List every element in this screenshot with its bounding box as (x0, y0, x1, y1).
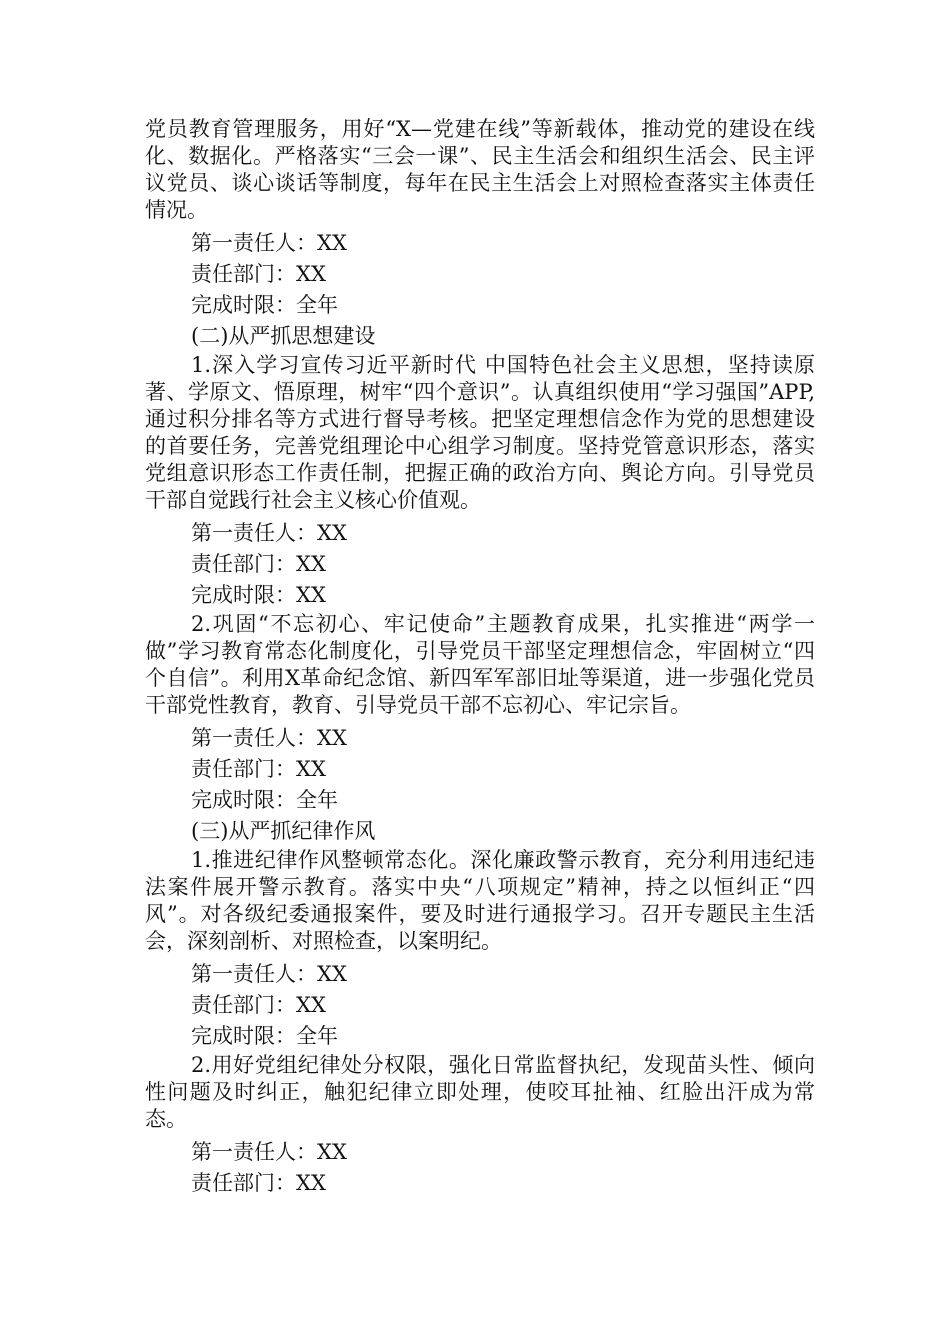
paragraph: 1.推进纪律作风整顿常态化。深化廉政警示教育，充分利用违纪违法案件展开警示教育。落实中央“八项规定”精神，持之以恒纠正“四风”。对各级纪委通报案件，要及时进行通报学习。召开专题民主生活会，深刻剖析、对照检查，以案明纪。 (145, 848, 815, 953)
responsible-department-line: 责任部门：XX (191, 993, 326, 1017)
responsible-person-line: 第一责任人：XX (191, 726, 347, 750)
responsible-department-line: 责任部门：XX (191, 757, 326, 781)
responsible-person-line: 第一责任人：XX (191, 962, 347, 986)
responsible-department-line: 责任部门：XX (191, 552, 326, 576)
document-body (145, 116, 815, 1199)
deadline-line: 完成时限：XX (191, 583, 326, 607)
section-heading: (二)从严抓思想建设 (191, 324, 376, 348)
paragraph-continuation: 党员教育管理服务，用好“X—党建在线”等新载体，推动党的建设在线化、数据化。严格落实“三会一课”、民主生活会和组织生活会、民主评议党员、谈心谈话等制度，每年在民主生活会上对照检查落实主体责任情况。 (145, 117, 815, 222)
responsible-person-line: 第一责任人：XX (191, 521, 347, 545)
paragraph: 1.深入学习宣传习近平新时代 中国特色社会主义思想，坚持读原著、学原文、悟原理，树牢“四个意识”。认真组织使用“学习强国”APP,通过积分排名等方式进行督导考核。把坚定理想信念作为党的思想建设的首要任务，完善党组理论中心组学习制度。坚持党管意识形态，落实党组意识形态工作责任制，把握正确的政治方向、舆论方向。引导党员干部自觉践行社会主义核心价值观。 (145, 353, 815, 512)
paragraph: 2.巩固“不忘初心、牢记使命”主题教育成果，扎实推进“两学一做”学习教育常态化制度化，引导党员干部坚定理想信念，牢固树立“四个自信”。利用X革命纪念馆、新四军军部旧址等渠道，进一步强化党员干部党性教育，教育、引导党员干部不忘初心、牢记宗旨。 (145, 612, 815, 717)
section-heading: (三)从严抓纪律作风 (191, 819, 376, 843)
responsible-department-line: 责任部门：XX (191, 262, 326, 286)
responsible-department-line: 责任部门：XX (191, 1171, 326, 1195)
responsible-person-line: 第一责任人：XX (191, 1140, 347, 1164)
deadline-line: 完成时限：全年 (191, 788, 338, 812)
deadline-line: 完成时限：全年 (191, 293, 338, 317)
responsible-person-line: 第一责任人：XX (191, 231, 347, 255)
deadline-line: 完成时限：全年 (191, 1024, 338, 1048)
paragraph: 2.用好党组纪律处分权限，强化日常监督执纪，发现苗头性、倾向性问题及时纠正，触犯纪律立即处理，使咬耳扯袖、红脸出汗成为常态。 (145, 1053, 815, 1131)
